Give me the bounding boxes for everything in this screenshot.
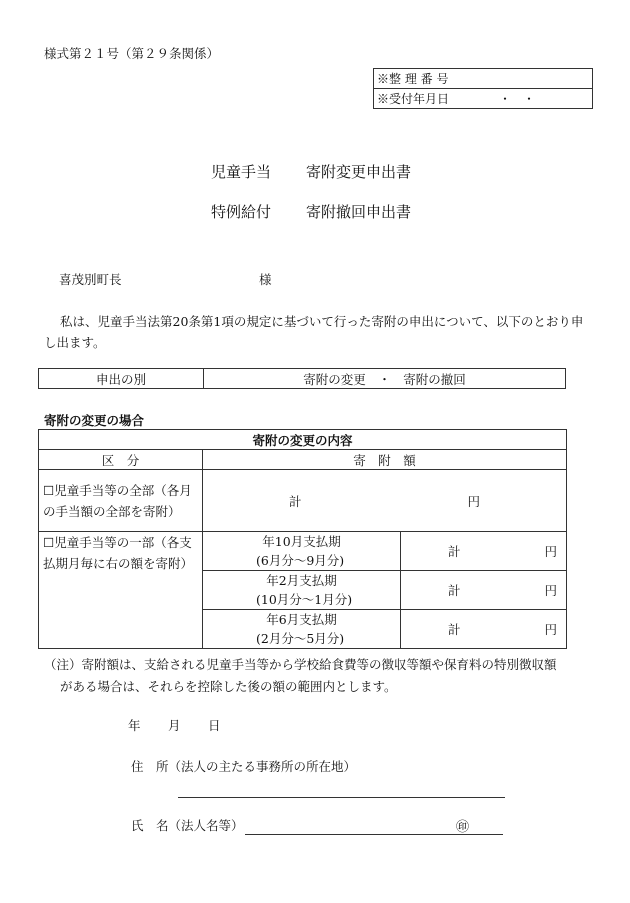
addressee-honorific: 様 <box>259 272 272 287</box>
column-header-category: 区 分 <box>39 450 203 470</box>
yen-label: 円 <box>467 493 480 509</box>
received-date-label: ※受付年月日 <box>377 92 450 106</box>
title-line-1 <box>211 161 411 182</box>
note-line-2: がある場合は、それらを控除した後の額の範囲内とします。 <box>60 679 397 694</box>
date-year-label: 年 <box>128 718 141 733</box>
total-label: 計 <box>448 544 461 559</box>
office-use-box <box>373 68 593 109</box>
note <box>44 654 584 698</box>
request-kind-label: 申出の別 <box>39 369 204 389</box>
change-details-table <box>38 429 567 649</box>
received-date-field[interactable] <box>374 89 593 109</box>
period-february-months: (10月分～1月分) <box>256 592 353 607</box>
period-october <box>203 532 401 571</box>
yen-label: 円 <box>544 583 557 598</box>
date-day-label: 日 <box>208 718 221 733</box>
form-number: 様式第２１号（第２９条関係） <box>44 46 220 61</box>
period-october-title: 年10月支払期 <box>262 534 341 549</box>
full-amount-total-field[interactable] <box>203 470 567 532</box>
title-line-2 <box>211 201 411 222</box>
addressee-name: 喜茂別町長 <box>59 272 122 287</box>
period-february-amount-field[interactable] <box>401 571 567 610</box>
addressee <box>59 270 272 288</box>
request-kind-table <box>38 368 566 389</box>
period-february <box>203 571 401 610</box>
title-special-benefit: 特例給付 <box>211 203 272 221</box>
title-allowance: 児童手当 <box>211 163 272 181</box>
period-february-title: 年2月支払期 <box>266 573 337 588</box>
period-june <box>203 610 401 649</box>
option-partial-amount[interactable]: ☐児童手当等の一部（各支払期月毎に右の額を寄附） <box>39 532 203 649</box>
reference-number-label: ※整 理 番 号 <box>377 72 449 86</box>
period-june-amount-field[interactable] <box>401 610 567 649</box>
received-date-value: ・ ・ <box>499 92 536 106</box>
total-label: 計 <box>288 493 302 509</box>
body-text: 私は、児童手当法第20条第1項の規定に基づいて行った寄附の申出について、以下のとおり申し出ます。 <box>44 314 584 350</box>
yen-label: 円 <box>544 544 557 559</box>
address-label: 住 所（法人の主たる事務所の所在地） <box>131 759 357 774</box>
period-october-amount-field[interactable] <box>401 532 567 571</box>
column-header-amount: 寄 附 額 <box>203 450 567 470</box>
request-kind-options[interactable]: 寄附の変更 ・ 寄附の撤回 <box>204 369 566 389</box>
period-october-months: (6月分～9月分) <box>256 553 345 568</box>
note-line-1: （注）寄附額は、支給される児童手当等から学校給食費等の徴収等額や保育料の特別徴収額 <box>44 657 557 672</box>
change-section-heading: 寄附の変更の場合 <box>44 413 145 428</box>
total-label: 計 <box>448 622 461 637</box>
table-title: 寄附の変更の内容 <box>39 430 567 450</box>
yen-label: 円 <box>544 622 557 637</box>
option-full-amount[interactable]: ☐児童手当等の全部（各月の手当額の全部を寄附） <box>39 470 203 532</box>
title-withdrawal-request: 寄附撤回申出書 <box>306 203 412 221</box>
period-june-months: (2月分～5月分) <box>256 631 345 646</box>
title-change-request: 寄附変更申出書 <box>306 163 412 181</box>
period-june-title: 年6月支払期 <box>266 612 337 627</box>
date-field[interactable] <box>128 716 248 734</box>
address-input-line[interactable] <box>178 797 505 798</box>
seal-mark: ㊞ <box>456 820 470 835</box>
date-month-label: 月 <box>168 718 181 733</box>
total-label: 計 <box>448 583 461 598</box>
name-label: 氏 名（法人名等） <box>131 818 244 833</box>
reference-number-field[interactable] <box>374 69 593 89</box>
